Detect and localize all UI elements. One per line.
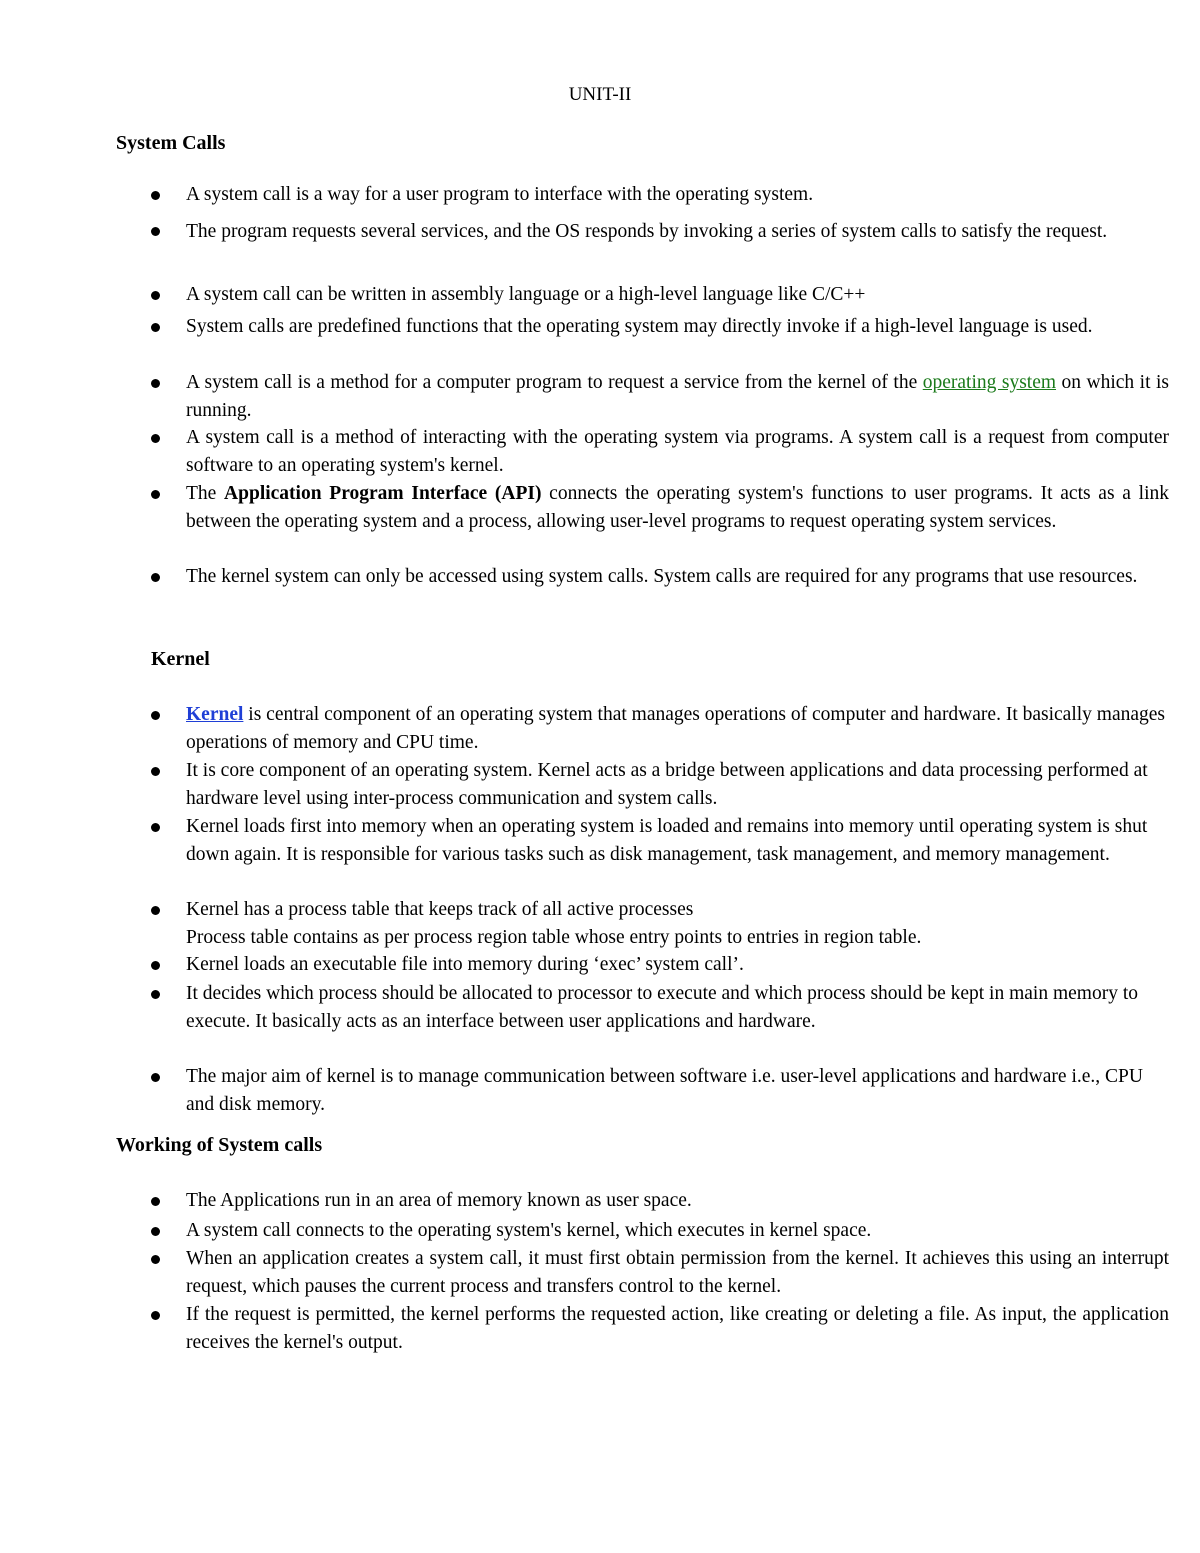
bullet-icon xyxy=(151,434,160,443)
bullet-icon xyxy=(151,573,160,582)
bullet-icon xyxy=(151,379,160,388)
bullet-icon xyxy=(151,291,160,300)
section-heading-working: Working of System calls xyxy=(116,1134,323,1156)
text-line: Kernel has a process table that keeps track of all active processes xyxy=(186,899,694,920)
bullet-icon xyxy=(151,1073,160,1082)
text-segment: The xyxy=(186,483,225,504)
text-segment: A system call is a method for a computer program to request a service from the kernel of the xyxy=(186,372,923,393)
list-item-text xyxy=(186,480,1169,535)
unit-title: UNIT-II xyxy=(568,84,632,105)
list-item-text: The Applications run in an area of memory known as user space. xyxy=(186,1190,692,1211)
list-item-text: The kernel system can only be accessed using system calls. System calls are required for any programs that use resources. xyxy=(186,566,1138,587)
list-item-text: System calls are predefined functions that the operating system may directly invoke if a high-level language is used. xyxy=(186,316,1093,337)
text-segment: on which it is running. xyxy=(186,372,1169,421)
bullet-icon xyxy=(151,1311,160,1320)
list-item-text: A system call is a way for a user program to interface with the operating system. xyxy=(186,184,814,205)
bullet-icon xyxy=(151,990,160,999)
list-item-text: A system call connects to the operating system's kernel, which executes in kernel space. xyxy=(186,1220,872,1241)
bullet-icon xyxy=(151,1255,160,1264)
list-item-text: A system call can be written in assembly language or a high-level language like C/C++ xyxy=(186,284,866,305)
bullet-icon xyxy=(151,323,160,332)
list-item-text: When an application creates a system call, it must first obtain permission from the kernel. It achieves this using an interrupt request, which pauses the current process and transfers control to the kernel. xyxy=(186,1248,1169,1297)
list-item-text: Kernel loads first into memory when an operating system is loaded and remains into memory until operating system is shut down again. It is responsible for various tasks such as disk management, task management, and memory management. xyxy=(186,816,1148,865)
text-segment: is central component of an operating system that manages operations of computer and hardware. It basically manages operations of memory and CPU time. xyxy=(186,704,1166,753)
list-item-text xyxy=(186,369,1169,424)
text-line: Process table contains as per process region table whose entry points to entries in region table. xyxy=(186,926,922,948)
list-item-text: It decides which process should be allocated to processor to execute and which process should be kept in main memory to execute. It basically acts as an interface between user applications and hardware. xyxy=(186,983,1138,1032)
list-item-text: The program requests several services, and the OS responds by invoking a series of system calls to satisfy the request. xyxy=(186,221,1108,242)
bullet-icon xyxy=(151,191,160,200)
bullet-icon xyxy=(151,1197,160,1206)
bullet-icon xyxy=(151,711,160,720)
list-item-text xyxy=(186,896,1169,951)
text-segment: connects the operating system's functions to user programs. It acts as a link between the operating system and a process, allowing user-level programs to request operating system services. xyxy=(186,483,1169,532)
bullet-icon xyxy=(151,227,160,236)
list-item-text: The major aim of kernel is to manage communication between software i.e. user-level applications and hardware i.e., CPU and disk memory. xyxy=(186,1066,1143,1115)
kernel-link[interactable]: Kernel xyxy=(186,704,244,725)
bullet-icon xyxy=(151,823,160,832)
bullet-icon xyxy=(151,906,160,915)
api-term: Application Program Interface (API) xyxy=(224,483,542,504)
list-item-text: It is core component of an operating system. Kernel acts as a bridge between applications and data processing performed at hardware level using inter-process communication and system calls. xyxy=(186,760,1148,809)
bullet-icon xyxy=(151,767,160,776)
section-heading-system-calls: System Calls xyxy=(116,132,226,154)
operating-system-link[interactable]: operating system xyxy=(922,372,1057,393)
list-item-text: A system call is a method of interacting with the operating system via programs. A system call is a request from computer software to an operating system's kernel. xyxy=(186,427,1169,476)
bullet-icon xyxy=(151,1227,160,1236)
list-item-text: If the request is permitted, the kernel performs the requested action, like creating or deleting a file. As input, the application receives the kernel's output. xyxy=(186,1304,1169,1353)
section-heading-kernel: Kernel xyxy=(151,648,210,670)
list-item-text xyxy=(186,701,1169,756)
bullet-icon xyxy=(151,490,160,499)
bullet-icon xyxy=(151,961,160,970)
list-item-text: Kernel loads an executable file into memory during ‘exec’ system call’. xyxy=(186,954,744,975)
